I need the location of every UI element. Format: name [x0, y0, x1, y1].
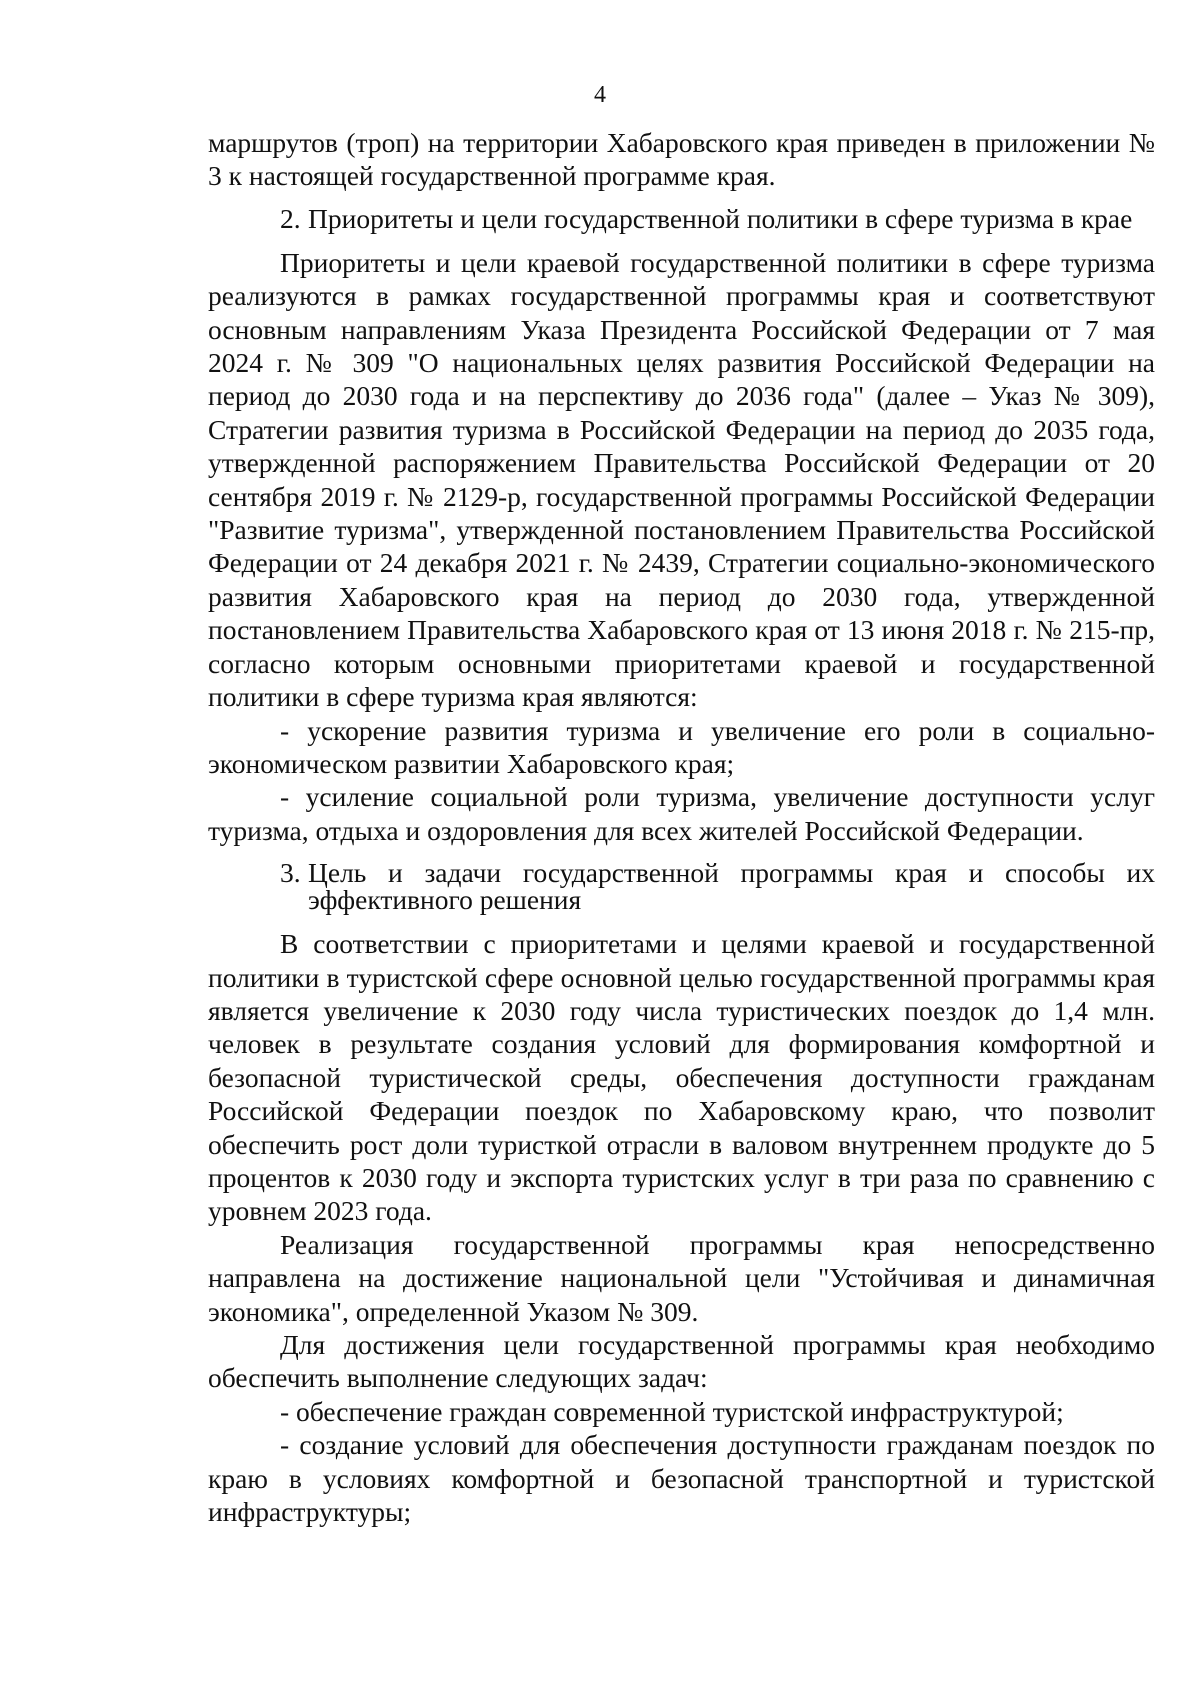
section-2-title: Приоритеты и цели государственной политики в сфере туризма в крае — [308, 202, 1133, 234]
section-3-title: Цель и задачи государственной программы края и способы их эффективного решения — [308, 857, 1155, 916]
section-2-heading — [208, 202, 1155, 234]
section-3-heading — [208, 857, 1155, 916]
document-body — [208, 126, 1155, 1528]
page-number: 4 — [594, 82, 606, 108]
section-2-paragraph: Приоритеты и цели краевой государственной политики в сфере туризма реализуются в рамках государственной программы края и соответствуют основным направлениям Указа Президента Российской Федерации от 7 мая 2024 г. № 309 "О национальных целях развития Российской Федерации на период до 2030 года и на перспективу до 2036 года" (далее – Указ № 309), Стратегии развития туризма в Российской Федерации на период до 2035 года, утвержденной распоряжением Правительства Российской Федерации от 20 сентября 2019 г. № 2129-р, государственной программы Российской Федерации "Развитие туризма", утвержденной постановлением Правительства Российской Федерации от 24 декабря 2021 г. № 2439, Стратегии социально-экономического развития Хабаровского края на период до 2030 года, утвержденной постановлением Правительства Хабаровского края от 13 июня 2018 г. № 215-пр, согласно которым основными приоритетами краевой и государственной политики в сфере туризма края являются: — [208, 246, 1155, 713]
section-2-list-item-2: - усиление социальной роли туризма, увеличение доступности услуг туризма, отдыха и оздоровления для всех жителей Российской Федерации. — [208, 781, 1155, 846]
section-3-number: 3. — [280, 857, 301, 889]
section-3-paragraph-2: Реализация государственной программы края непосредственно направлена на достижение национальной цели "Устойчивая и динамичная экономика", определенной Указом № 309. — [208, 1228, 1155, 1327]
section-2-list-item-1: - ускорение развития туризма и увеличение его роли в социально-экономическом развитии Хабаровского края; — [208, 714, 1155, 779]
section-3-list-item-2: - создание условий для обеспечения доступности гражданам поездок по краю в условиях комфортной и безопасной транспортной и туристской инфраструктуры; — [208, 1429, 1155, 1528]
section-3-paragraph-3: Для достижения цели государственной программы края необходимо обеспечить выполнение следующих задач: — [208, 1329, 1155, 1394]
section-3-list-item-1: - обеспечение граждан современной туристской инфраструктурой; — [280, 1395, 1064, 1427]
section-3-paragraph-1: В соответствии с приоритетами и целями краевой и государственной политики в туристской сфере основной целью государственной программы края является увеличение к 2030 году числа туристических поездок до 1,4 млн. человек в результате создания условий для формирования комфортной и безопасной туристической среды, обеспечения доступности гражданам Российской Федерации поездок по Хабаровскому краю, что позволит обеспечить рост доли туристкой отрасли в валовом внутреннем продукте до 5 процентов к 2030 году и экспорта туристских услуг в три раза по сравнению с уровнем 2023 года. — [208, 928, 1155, 1227]
section-2-number: 2. — [280, 202, 301, 234]
intro-paragraph: маршрутов (троп) на территории Хабаровского края приведен в приложении № 3 к настоящей государственной программе края. — [208, 127, 1155, 192]
